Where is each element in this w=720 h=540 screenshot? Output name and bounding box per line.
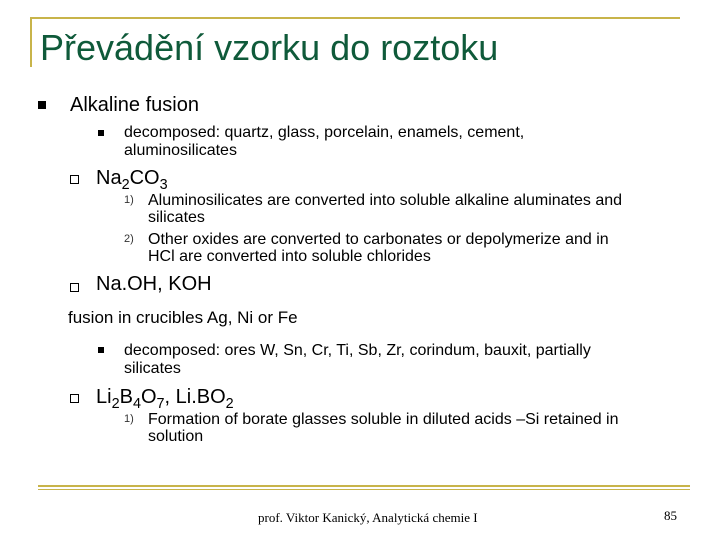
footer-divider — [38, 485, 690, 487]
formula-na2co3: $Na_2CO_3$ — [96, 167, 168, 194]
heading-alkaline-fusion: Alkaline fusion — [70, 94, 199, 116]
bullet-hollow-square — [70, 394, 79, 403]
decomposed-text-1-line1: decomposed: quartz, glass, porcelain, enamels, cement, — [124, 124, 525, 141]
formula-naoh-koh: Na.OH, KOH — [96, 273, 212, 295]
item-number: 1) — [124, 413, 134, 425]
item-number: 1) — [124, 194, 134, 206]
na2co3-item-2-line2: HCl are converted into soluble chlorides — [148, 248, 431, 265]
bullet-square — [38, 101, 46, 109]
item-number: 2) — [124, 233, 134, 245]
fusion-crucibles-text: fusion in crucibles Ag, Ni or Fe — [68, 308, 298, 327]
bullet-square-small — [98, 130, 104, 136]
footer-author: prof. Viktor Kanický, Analytická chemie I — [258, 510, 478, 525]
li-item-1-line2: solution — [148, 428, 204, 445]
bullet-hollow-square — [70, 175, 79, 184]
formula-li2b4o7-libo2: $Li_2B_4O_7$, $Li.BO_2$ — [96, 386, 234, 413]
footer-divider-thin — [38, 489, 690, 490]
li-item-1-line1: Formation of borate glasses soluble in diluted acids –Si retained in — [148, 411, 619, 428]
bullet-hollow-square — [70, 283, 79, 292]
title-frame-horizontal — [30, 17, 680, 19]
na2co3-item-2-line1: Other oxides are converted to carbonates or depolymerize and in — [148, 231, 609, 248]
decomposed-text-1-line2: aluminosilicates — [124, 142, 237, 159]
bullet-square-small — [98, 347, 104, 353]
slide-title: Převádění vzorku do roztoku — [40, 27, 499, 68]
na2co3-item-1-line2: silicates — [148, 209, 205, 226]
title-frame-vertical — [30, 17, 32, 67]
page-number: 85 — [664, 508, 677, 523]
decomposed-text-2-line2: silicates — [124, 360, 181, 377]
decomposed-text-2-line1: decomposed: ores W, Sn, Cr, Ti, Sb, Zr, corindum, bauxit, partially — [124, 342, 591, 359]
na2co3-item-1-line1: Aluminosilicates are converted into soluble alkaline aluminates and — [148, 192, 623, 209]
